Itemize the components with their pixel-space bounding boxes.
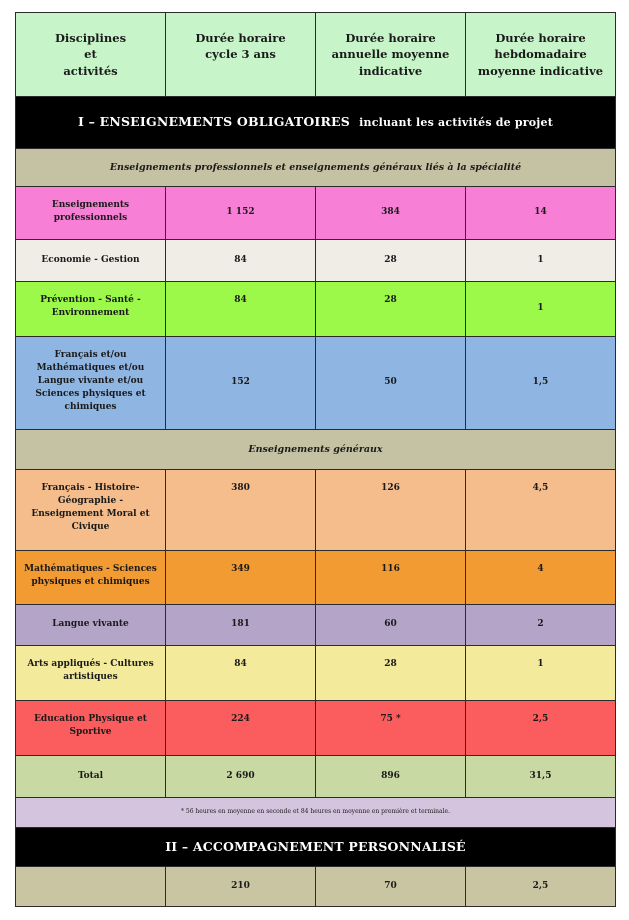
row-annual: 116 [316,551,466,605]
row-annual: 50 [316,337,466,430]
row-cycle: 210 [166,867,316,907]
header-annual: Durée horaire annuelle moyenne indicative [316,13,466,97]
row-weekly: 14 [466,187,616,240]
section-obligatoires [16,97,616,149]
row-label: Mathématiques - Sciences physiques et chimiques [16,551,166,605]
row-label: Prévention - Santé - Environnement [16,282,166,337]
total-label: Total [16,756,166,798]
total-weekly: 31,5 [466,756,616,798]
row-cycle: 349 [166,551,316,605]
row-cycle: 84 [166,646,316,701]
header-disciplines: Disciplines et activités [16,13,166,97]
row-weekly: 4,5 [466,470,616,551]
table-row [16,470,616,551]
row-cycle: 1 152 [166,187,316,240]
row-annual: 28 [316,646,466,701]
row-cycle: 380 [166,470,316,551]
header-weekly: Durée horaire hebdomadaire moyenne indicative [466,13,616,97]
row-annual: 126 [316,470,466,551]
table-row [16,551,616,605]
row-label: Français - Histoire-Géographie - Enseignement Moral et Civique [16,470,166,551]
table-row [16,187,616,240]
table-row [16,240,616,282]
row-weekly: 1 [466,646,616,701]
total-cycle: 2 690 [166,756,316,798]
row-annual: 70 [316,867,466,907]
section-title: II – ACCOMPAGNEMENT PERSONNALISÉ [16,828,616,867]
table-row [16,646,616,701]
table-row [16,337,616,430]
table-row [16,282,616,337]
row-label: Enseignements professionnels [16,187,166,240]
footnote-row [16,798,616,828]
row-weekly: 1,5 [466,337,616,430]
subheading-generaux [16,430,616,470]
row-weekly: 1 [466,282,616,337]
header-row [16,13,616,97]
row-label: Langue vivante [16,605,166,646]
total-row [16,756,616,798]
row-weekly: 2,5 [466,701,616,756]
row-label [16,867,166,907]
section-accompagnement [16,828,616,867]
row-annual: 60 [316,605,466,646]
row-weekly: 4 [466,551,616,605]
row-label: Education Physique et Sportive [16,701,166,756]
subheading-text: Enseignements généraux [16,430,616,470]
row-weekly: 1 [466,240,616,282]
total-annual: 896 [316,756,466,798]
row-cycle: 181 [166,605,316,646]
row-label: Français et/ou Mathématiques et/ou Langue vivante et/ou Sciences physiques et chimiques [16,337,166,430]
header-cycle: Durée horaire cycle 3 ans [166,13,316,97]
table-row [16,605,616,646]
accompagnement-row [16,867,616,907]
row-cycle: 84 [166,240,316,282]
row-cycle: 152 [166,337,316,430]
section-title: I – ENSEIGNEMENTS OBLIGATOIRES incluant les activités de projet [16,97,616,149]
row-weekly: 2,5 [466,867,616,907]
footnote-text: * 56 heures en moyenne en seconde et 84 heures en moyenne en première et terminale. [16,798,616,828]
row-annual: 75 * [316,701,466,756]
row-annual: 384 [316,187,466,240]
row-cycle: 224 [166,701,316,756]
subheading-specialite [16,149,616,187]
row-label: Arts appliqués - Cultures artistiques [16,646,166,701]
row-annual: 28 [316,282,466,337]
row-label: Economie - Gestion [16,240,166,282]
table-row [16,701,616,756]
schedule-table [15,12,616,907]
row-weekly: 2 [466,605,616,646]
subheading-text: Enseignements professionnels et enseignements généraux liés à la spécialité [16,149,616,187]
row-cycle: 84 [166,282,316,337]
row-annual: 28 [316,240,466,282]
